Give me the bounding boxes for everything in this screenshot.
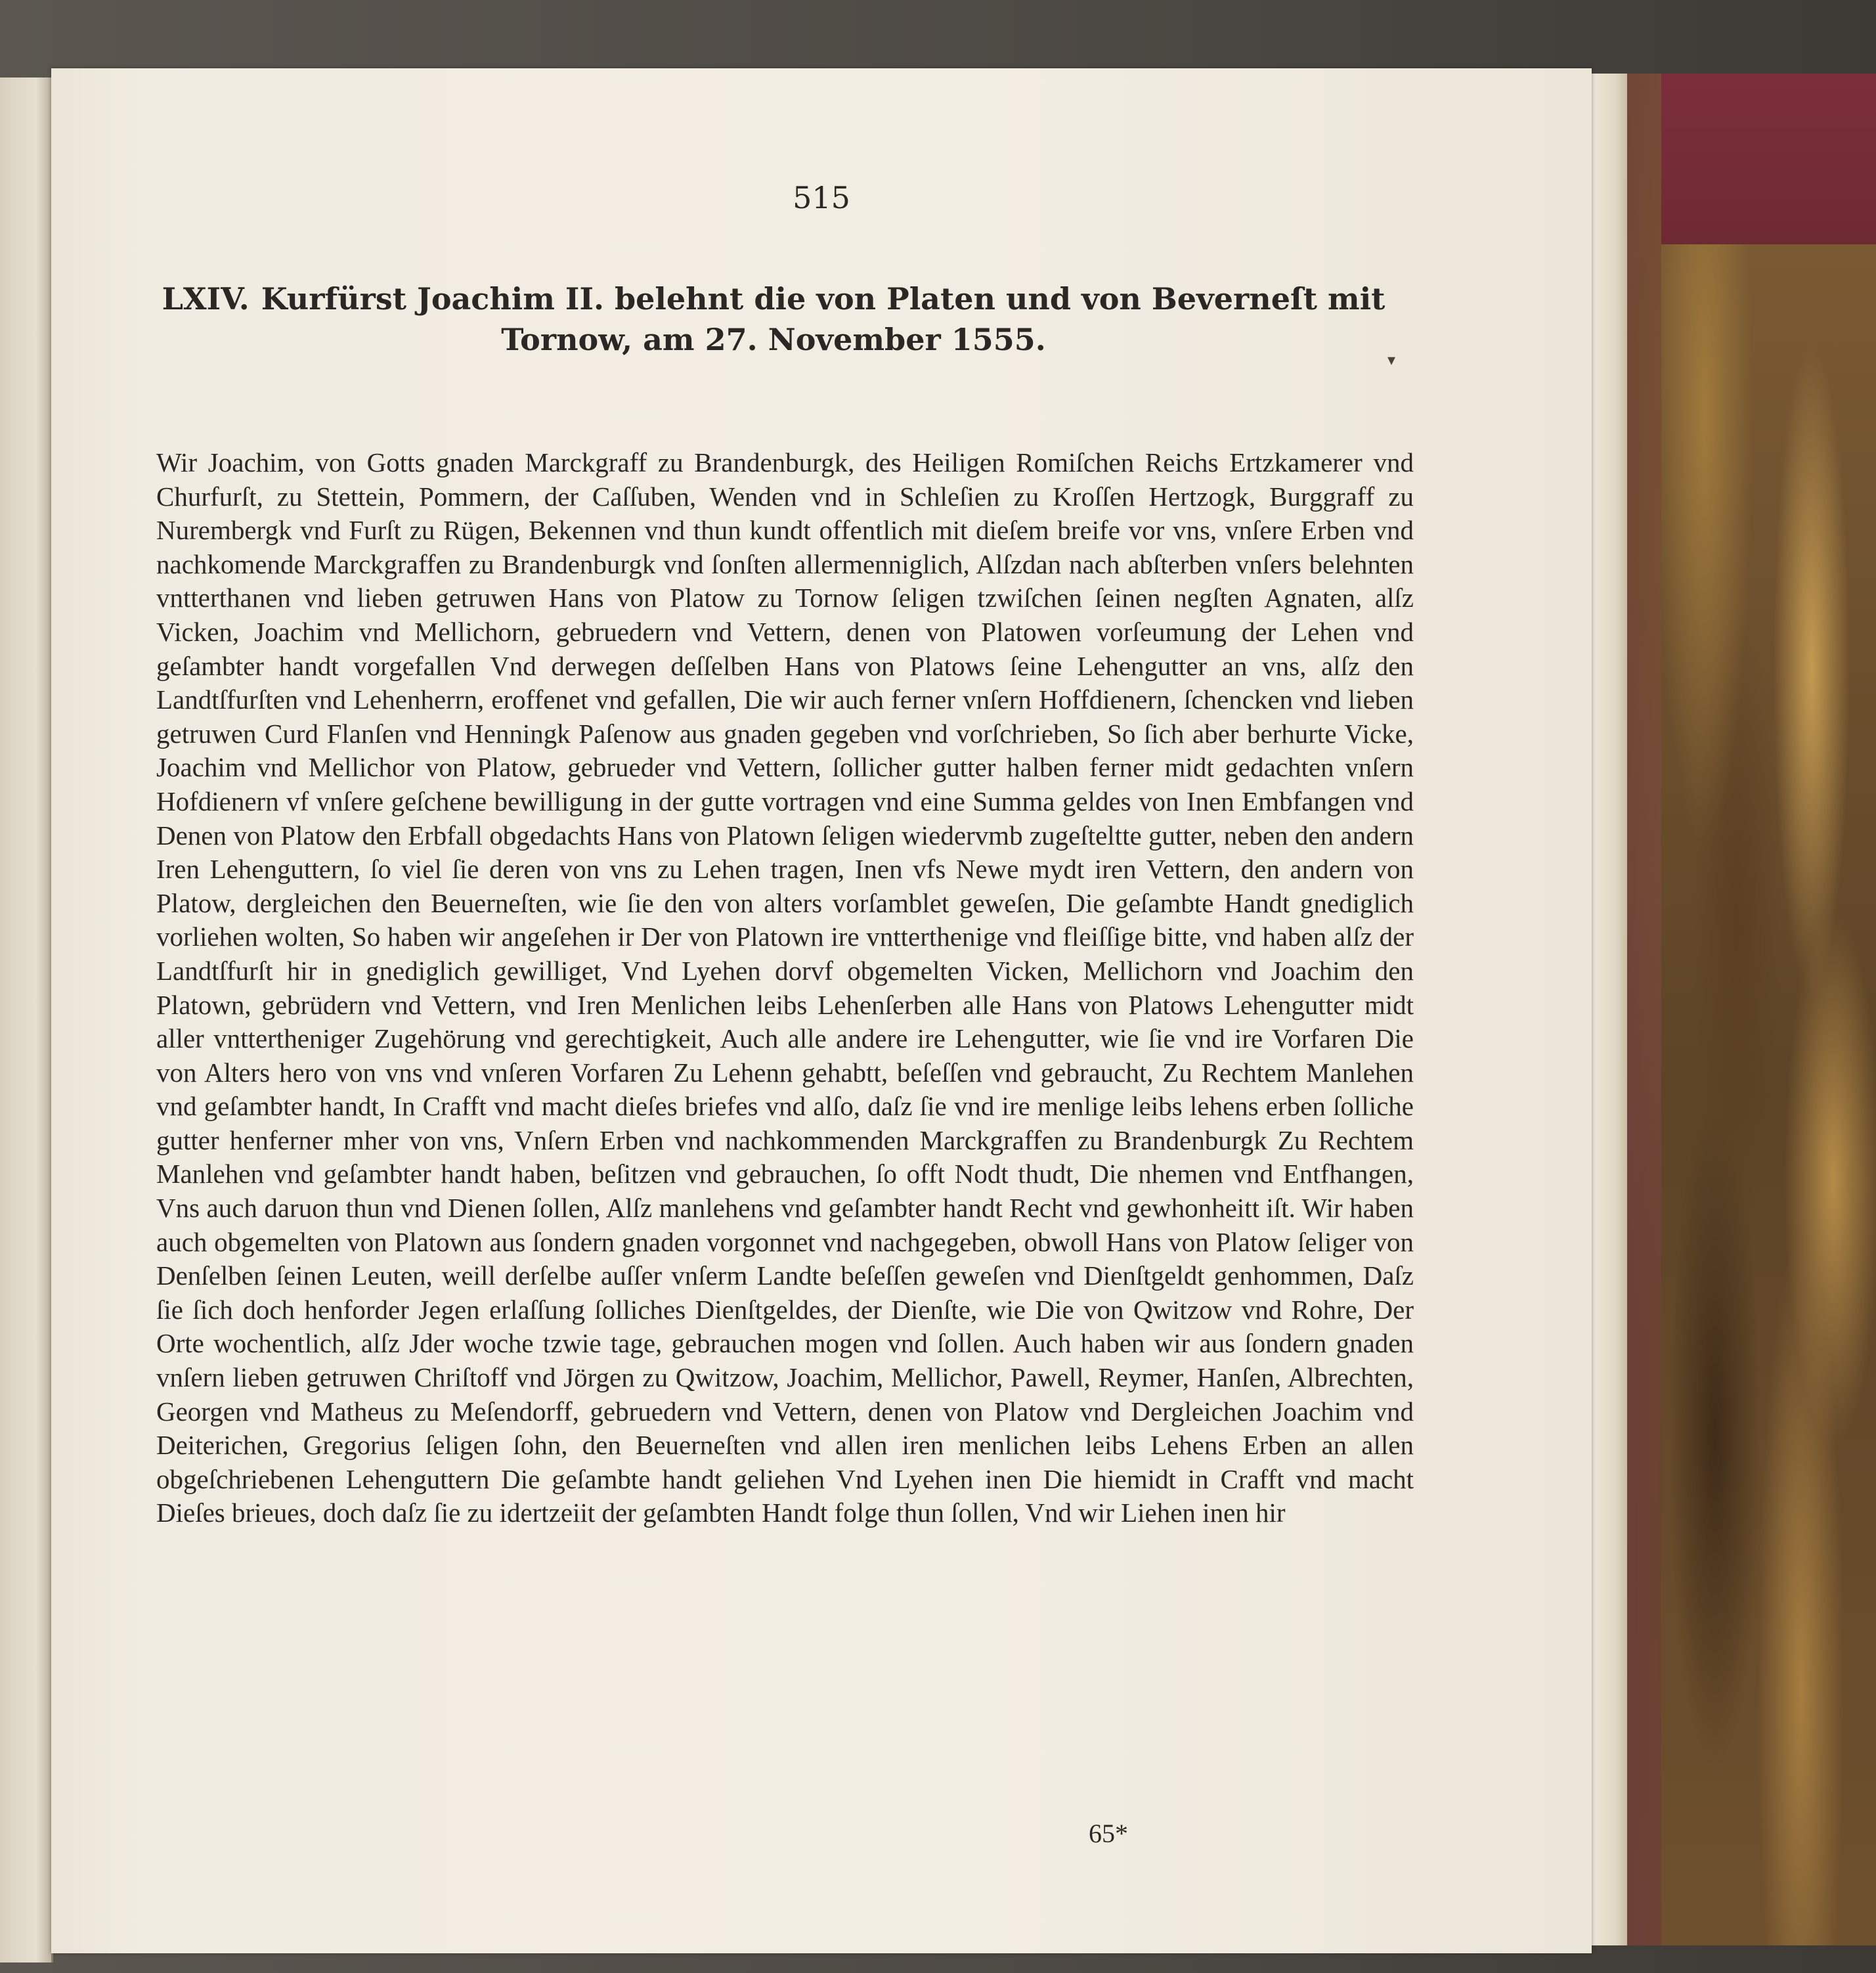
book-page bbox=[51, 68, 1592, 1953]
document-body: Wir Joachim, von Gotts gnaden Marckgraff zu Brandenburgk, des Heiligen Romiſchen Reichs Ertzkamerer vnd Churfurſt, zu Stettein, Pommern, der Caſſuben, Wenden vnd in Schleſien zu Kroſſen Hertzogk, Burggraff zu Nurembergk vnd Furſt zu Rügen, Bekennen vnd thun kundt offentlich mit dieſem breife vor vns, vnſere Erben vnd nachkomende Marckgraffen zu Brandenburgk vnd ſonſten allermenniglich, Alſzdan nach abſterben vnſers belehnten vntterthanen vnd lieben getruwen Hans von Platow zu Tornow ſeligen tzwiſchen ſeinen negſten Agnaten, alſz Vicken, Joachim vnd Mellichorn, gebruedern vnd Vettern, denen von Platowen vorſeumung der Lehen vnd geſambter handt vorgefallen Vnd derwegen deſſelben Hans von Platows ſeine Lehengutter an vns, alſz den Landtſfurſten vnd Lehenherrn, eroffenet vnd gefallen, Die wir auch ferner vnſern Hoffdienern, ſchencken vnd lieben getruwen Curd Flanſen vnd Henningk Paſenow aus gnaden gegeben vnd vorſchrieben, So ſich aber berhurte Vicke, Joachim vnd Mellichor von Platow, gebrueder vnd Vettern, ſollicher gutter halben ferner midt gedachten vnſern Hofdienern vf vnſere geſchene bewilligung in der gutte vortragen vnd eine Summa geldes von Inen Embfangen vnd Denen von Platow den Erbfall obgedachts Hans von Platown ſeligen wiedervmb zugeſteltte gutter, neben den andern Iren Lehenguttern, ſo viel ſie deren von vns zu Lehen tragen, Inen vfs Newe mydt iren Vettern, den andern von Platow, dergleichen den Beuerneſten, wie ſie den von alters vorſamblet geweſen, Die geſambte Handt gnediglich vorliehen wolten, So haben wir angeſehen ir Der von Platown ire vntterthenige vnd fleiſſige bitte, vnd haben alſz der Landtſfurſt hir in gnediglich gewilliget, Vnd Lyehen dorvf obgemelten Vicken, Mellichorn vnd Joachim den Platown, gebrüdern vnd Vettern, vnd Iren Menlichen leibs Lehenſerben alle Hans von Platows Lehengutter midt aller vnttertheniger Zugehörung vnd gerechtigkeit, Auch alle andere ire Lehengutter, wie ſie vnd ire Vorfaren Die von Alters hero von vns vnd vnſeren Vorfaren Zu Lehenn gehabtt, beſeſſen vnd gebraucht, Zu Rechtem Manlehen vnd geſambter handt, In Crafft vnd macht dieſes briefes vnd alſo, daſz ſie vnd ire menlige leibs lehens erben ſolliche gutter henferner mher von vns, Vnſern Erben vnd nachkommenden Marckgraffen zu Brandenburgk Zu Rechtem Manlehen vnd geſambter handt haben, beſitzen vnd gebrauchen, ſo offt Nodt thudt, Die nhemen vnd Entfhangen, Vns auch daruon thun vnd Dienen ſollen, Alſz manlehens vnd geſambter handt Recht vnd gewhonheitt iſt. Wir haben auch obgemelten von Platown aus ſondern gnaden vorgonnet vnd nachgegeben, obwoll Hans von Platow ſeliger von Denſelben ſeinen Leuten, weill derſelbe auſſer vnſerm Landte beſeſſen geweſen vnd Dienſtgeldt genhommen, Daſz ſie ſich doch henforder Jegen erlaſſung ſolliches Dienſtgeldes, der Dienſte, wie Die von Qwitzow vnd Rohre, Der Orte wochentlich, alſz Jder woche tzwie tage, gebrauchen mogen vnd ſollen. Auch haben wir aus ſondern gnaden vnſern lieben getruwen Chriſtoff vnd Jörgen zu Qwitzow, Joachim, Mellichor, Pawell, Reymer, Hanſen, Albrechten, Georgen vnd Matheus zu Meſendorff, gebruedern vnd Vettern, denen von Platow vnd Dergleichen Joachim vnd Deiterichen, Gregorius ſeligen ſohn, den Beuerneſten vnd allen iren menlichen leibs Lehens Erben an allen obgeſchriebenen Lehenguttern Die geſambte handt geliehen Vnd Lyehen inen Die hiemidt in Crafft vnd macht Dieſes brieues, doch daſz ſie zu idertzeiit der geſambten Handt folge thun ſollen, Vnd wir Liehen inen hir bbox=[156, 447, 1414, 1528]
heading-number: LXIV. bbox=[162, 281, 250, 317]
page-block-edge bbox=[1588, 74, 1627, 1945]
signature-mark: 65* bbox=[1089, 1819, 1128, 1848]
heading-text: Kurfürst Joachim II. belehnt die von Platen und von Beverneſt mit Tornow, am 27. November 1555. bbox=[261, 281, 1385, 357]
left-page-edge bbox=[0, 78, 53, 1962]
marbled-cover bbox=[1661, 244, 1876, 1945]
section-heading bbox=[150, 278, 1397, 360]
page-number: 515 bbox=[793, 180, 850, 215]
leather-spine-band bbox=[1661, 74, 1876, 244]
margin-mark: ▾ bbox=[1387, 351, 1396, 369]
